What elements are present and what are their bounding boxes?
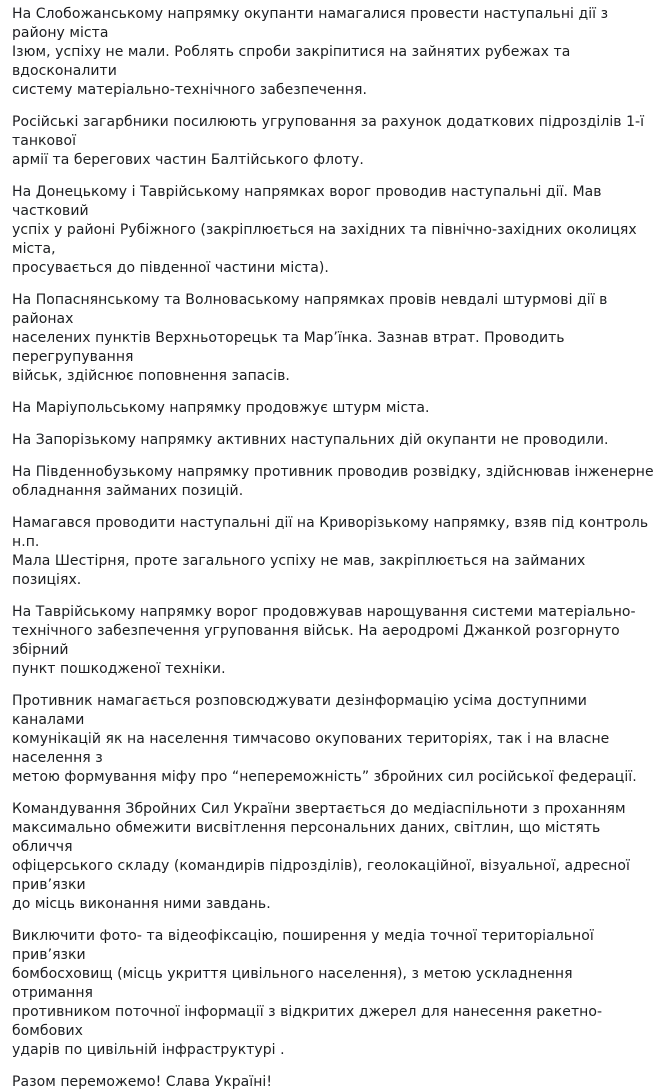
paragraph-zaporizhzhia: На Запорізькому напрямку активних наступальних дій окупанти не проводили.: [12, 432, 609, 448]
paragraph-closing: Разом переможемо! Слава Україні!: [12, 1074, 273, 1090]
paragraph-donetsk-tavria: На Донецькому і Таврійському напрямках ворог проводив наступальні дії. Мав частковий успіх у районі Рубіжного (закріплюється на західних та північно-західних околицях міста, просувається до південної частини міста).: [12, 184, 637, 276]
paragraph-mariupol: На Маріупольському напрямку продовжує штурм міста.: [12, 400, 430, 416]
paragraph-tavria-logistics: На Таврійському напрямку ворог продовжував нарощування системи матеріально- технічного забезпечення угруповання військ. На аеродромі Джанкой розгорнуто збірний пункт пошкодженої техніки.: [12, 604, 636, 677]
paragraph-media-request: Командування Збройних Сил України звертається до медіаспільноти з проханням максимально обмежити висвітлення персональних даних, світлин, що містять обличчя офіцерського складу (командирів підрозділів), геолокаційної, візуальної, адресної прив’язки до місць виконання ними завдань.: [12, 801, 630, 912]
paragraph-pivdennobuzkyi: На Південнобузькому напрямку противник проводив розвідку, здійснював інженерне обладнання займаних позицій.: [12, 464, 654, 499]
paragraph-slobozhanskyi: На Слобожанському напрямку окупанти намагалися провести наступальні дії з району міста Ізюм, успіху не мали. Роблять спроби закріпитися на зайнятих рубежах та вдосконалити систему матеріально-технічного забезпечення.: [12, 6, 609, 98]
paragraph-disinformation: Противник намагається розповсюджувати дезінформацію усіма доступними каналами комунікацій як на населення тимчасово окупованих територіях, так і на власне населення з метою формування міфу про “непереможність” збройних сил російської федерації.: [12, 693, 637, 785]
paragraph-kryvyi-rih: Намагався проводити наступальні дії на Криворізькому напрямку, взяв під контроль н.п. Мала Шестірня, проте загального успіху не мав, закріплюється на займаних позиціях.: [12, 515, 649, 588]
paragraph-bomb-shelters: Виключити фото- та відеофіксацію, поширення у медіа точної територіальної прив’язки бомбосховищ (місць укриття цивільного населення), з метою ускладнення отримання противником поточної інформації з відкритих джерел для нанесення ракетно-бомбових ударів по цивільній інфраструктурі .: [12, 928, 603, 1058]
paragraph-reinforcements: Російські загарбники посилюють угруповання за рахунок додаткових підрозділів 1-ї танкової армії та берегових частин Балтійського флоту.: [12, 114, 645, 168]
paragraph-popasna-volnovakha: На Попаснянському та Волноваському напрямках провів невдалі штурмові дії в районах населених пунктів Верхньоторецьк та Мар’їнка. Зазнав втрат. Проводить перегрупування військ, здійснює поповнення запасів.: [12, 292, 608, 384]
